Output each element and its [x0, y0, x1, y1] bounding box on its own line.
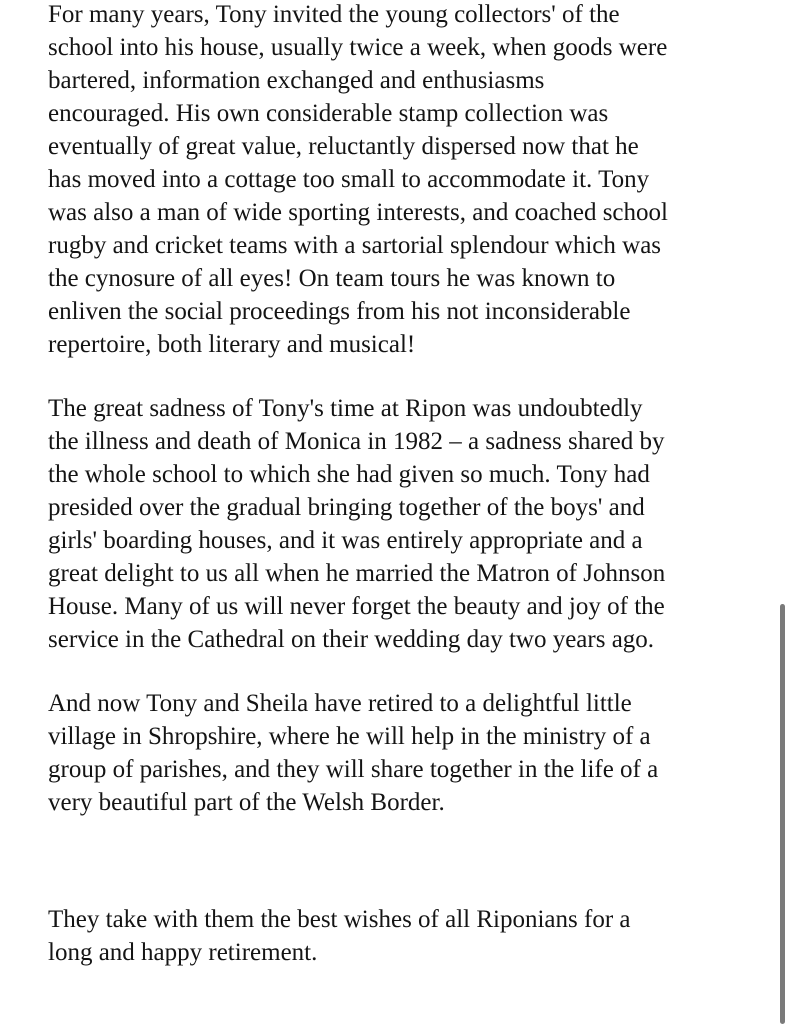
vertical-scrollbar-thumb[interactable]	[780, 604, 785, 1024]
paragraph-sadness: The great sadness of Tony's time at Ripon was undoubtedly the illness and death of Monica in 1982 – a sadness shared by the whole school to which she had given so much. Tony had presided over the gradual bringing together of the boys' and girls' boarding houses, and it was entirely appropriate and a great delight to us all when he married the Matron of Johnson House. Many of us will never forget the beauty and joy of the service in the Cathedral on their wedding day two years ago.	[48, 395, 666, 653]
paragraph-best-wishes: They take with them the best wishes of all Riponians for a long and happy retirement.	[48, 906, 631, 966]
paragraph-retirement-shropshire: And now Tony and Sheila have retired to a delightful little village in Shropshire, where he will help in the ministry of a group of parishes, and they will share together in the life of a very beautiful part of the Welsh Border.	[48, 690, 659, 816]
paragraph-collectors: For many years, Tony invited the young collectors' of the school into his house, usually twice a week, when goods were bartered, information exchanged and enthusiasms encouraged. His own considerable stamp collection was eventually of great value, reluctantly dispersed now that he has moved into a cottage too small to accommodate it. Tony was also a man of wide sporting interests, and coached school rugby and cricket teams with a sartorial splendour which was the cynosure of all eyes! On team tours he was known to enliven the social proceedings from his not inconsiderable repertoire, both literary and musical!	[48, 1, 668, 358]
